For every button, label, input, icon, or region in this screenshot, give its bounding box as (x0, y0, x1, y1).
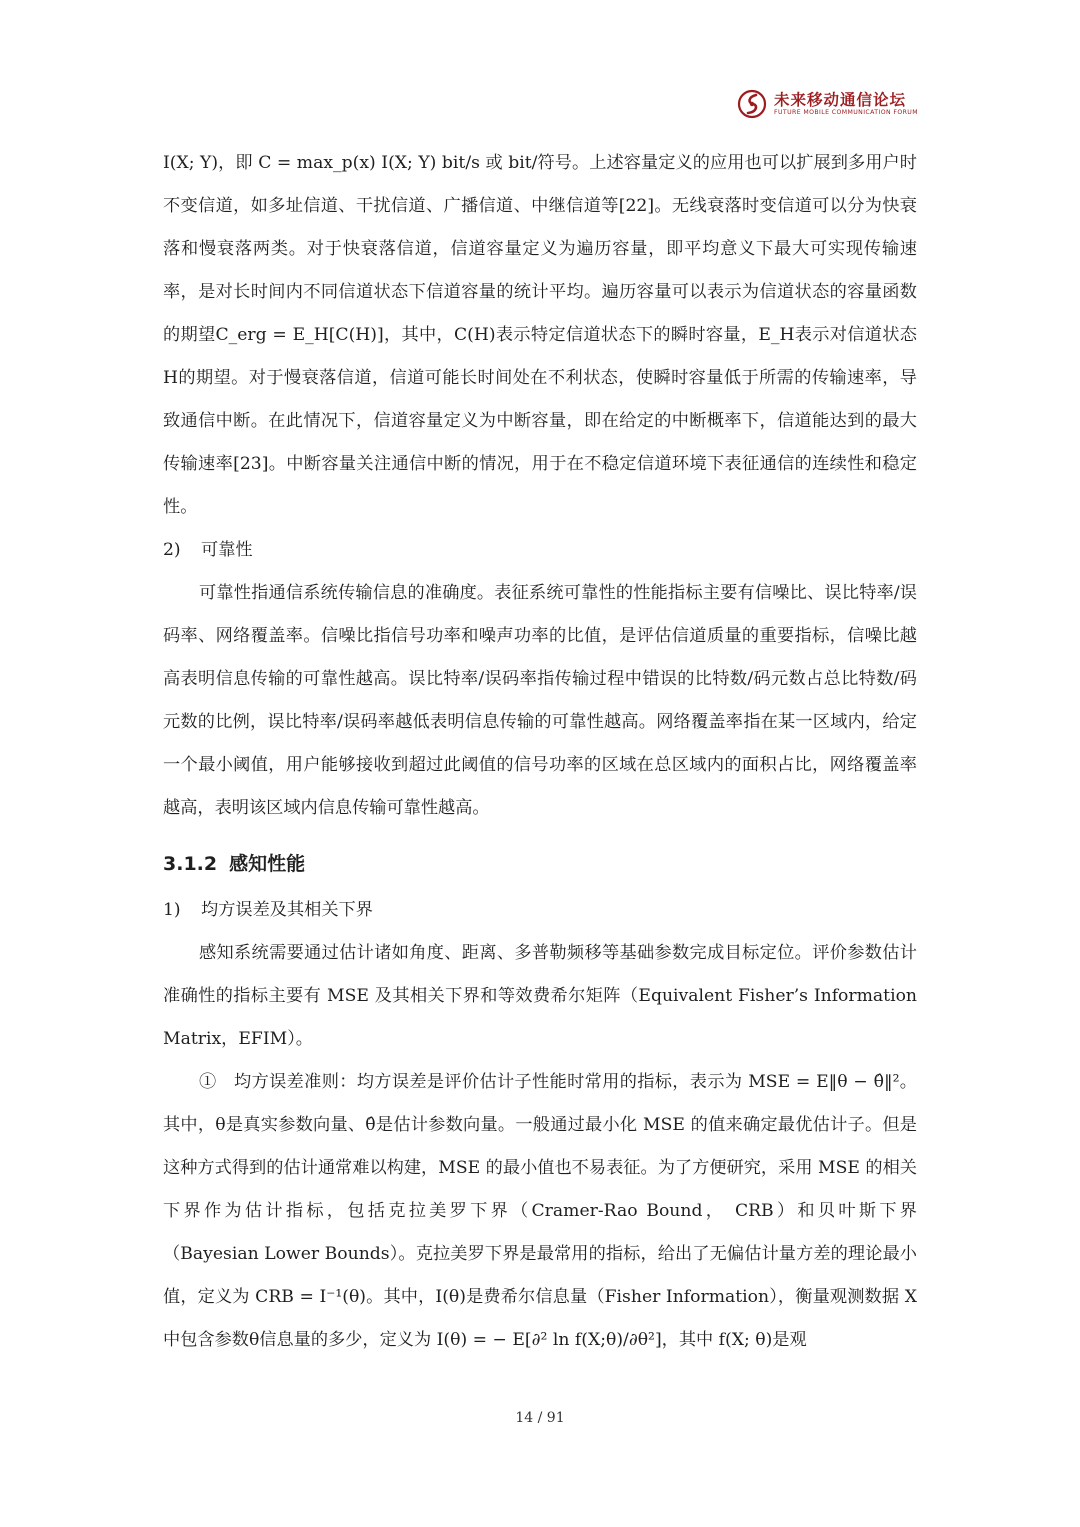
paragraph-mse-criterion: ① 均方误差准则：均方误差是评价估计子性能时常用的指标，表示为 MSE = E‖θ − θ̂‖²。其中，θ是真实参数向量、θ̂是估计参数向量。一般通过最小化 MSE 的值来确定最优估计子。但是这种方式得到的估计通常难以构建，MSE 的最小值也不易表征。为了方便研究，采用 MSE 的相关下界作为估计指标，包括克拉美罗下界（Cramer-Rao Bound， CRB）和贝叶斯下界（Bayesian Lower Bounds）。克拉美罗下界是最常用的指标，给出了无偏估计量方差的理论最小值，定义为 CRB = I⁻¹(θ)。其中，I(θ)是费希尔信息量（Fisher Information），衡量观测数据 X 中包含参数θ信息量的多少，定义为 I(θ) = − E[∂² ln f(X;θ)/∂θ²]，其中 f(X; θ)是观 (163, 1072, 917, 1350)
paragraph-sensing-estimation: 感知系统需要通过估计诸如角度、距离、多普勒频移等基础参数完成目标定位。评价参数估计准确性的指标主要有 MSE 及其相关下界和等效费希尔矩阵（Equivalent Fisher’s Information Matrix，EFIM）。 (163, 943, 917, 1049)
list-item-label: 均方误差及其相关下界 (201, 900, 373, 920)
list-item-number: 1) (163, 900, 181, 920)
logo-title-en: FUTURE MOBILE COMMUNICATION FORUM (774, 109, 918, 117)
forum-logo-icon (736, 88, 768, 120)
forum-logo (736, 84, 926, 124)
paragraph-channel-capacity: I(X; Y)，即 C = max_p(x) I(X; Y) bit/s 或 bit/符号。上述容量定义的应用也可以扩展到多用户时不变信道，如多址信道、干扰信道、广播信道、中继信道等[22]。无线衰落时变信道可以分为快衰落和慢衰落两类。对于快衰落信道，信道容量定义为遍历容量，即平均意义下最大可实现传输速率，是对长时间内不同信道状态下信道容量的统计平均。遍历容量可以表示为信道状态的容量函数的期望C_erg = E_H[C(H)]，其中，C(H)表示特定信道状态下的瞬时容量，E_H表示对信道状态H的期望。对于慢衰落信道，信道可能长时间处在不利状态，使瞬时容量低于所需的传输速率，导致通信中断。在此情况下，信道容量定义为中断容量，即在给定的中断概率下，信道能达到的最大传输速率[23]。中断容量关注通信中断的情况，用于在不稳定信道环境下表征通信的连续性和稳定性。 (163, 153, 917, 517)
section-number: 3.1.2 (163, 853, 218, 875)
list-item-number: 2) (163, 540, 181, 560)
document-body (163, 142, 917, 1362)
list-item-label: 可靠性 (201, 540, 253, 560)
section-title: 感知性能 (229, 853, 306, 875)
list-item-reliability (163, 529, 917, 572)
section-heading (163, 844, 917, 884)
page-number: 14 / 91 (515, 1410, 565, 1426)
list-item-mse (163, 889, 917, 932)
paragraph-reliability: 可靠性指通信系统传输信息的准确度。表征系统可靠性的性能指标主要有信噪比、误比特率/误码率、网络覆盖率。信噪比指信号功率和噪声功率的比值，是评估信道质量的重要指标，信噪比越高表明信息传输的可靠性越高。误比特率/误码率指传输过程中错误的比特数/码元数占总比特数/码元数的比例，误比特率/误码率越低表明信息传输的可靠性越高。网络覆盖率指在某一区域内，给定一个最小阈值，用户能够接收到超过此阈值的信号功率的区域在总区域内的面积占比，网络覆盖率越高，表明该区域内信息传输可靠性越高。 (163, 583, 917, 818)
logo-title-cn: 未来移动通信论坛 (774, 89, 907, 109)
